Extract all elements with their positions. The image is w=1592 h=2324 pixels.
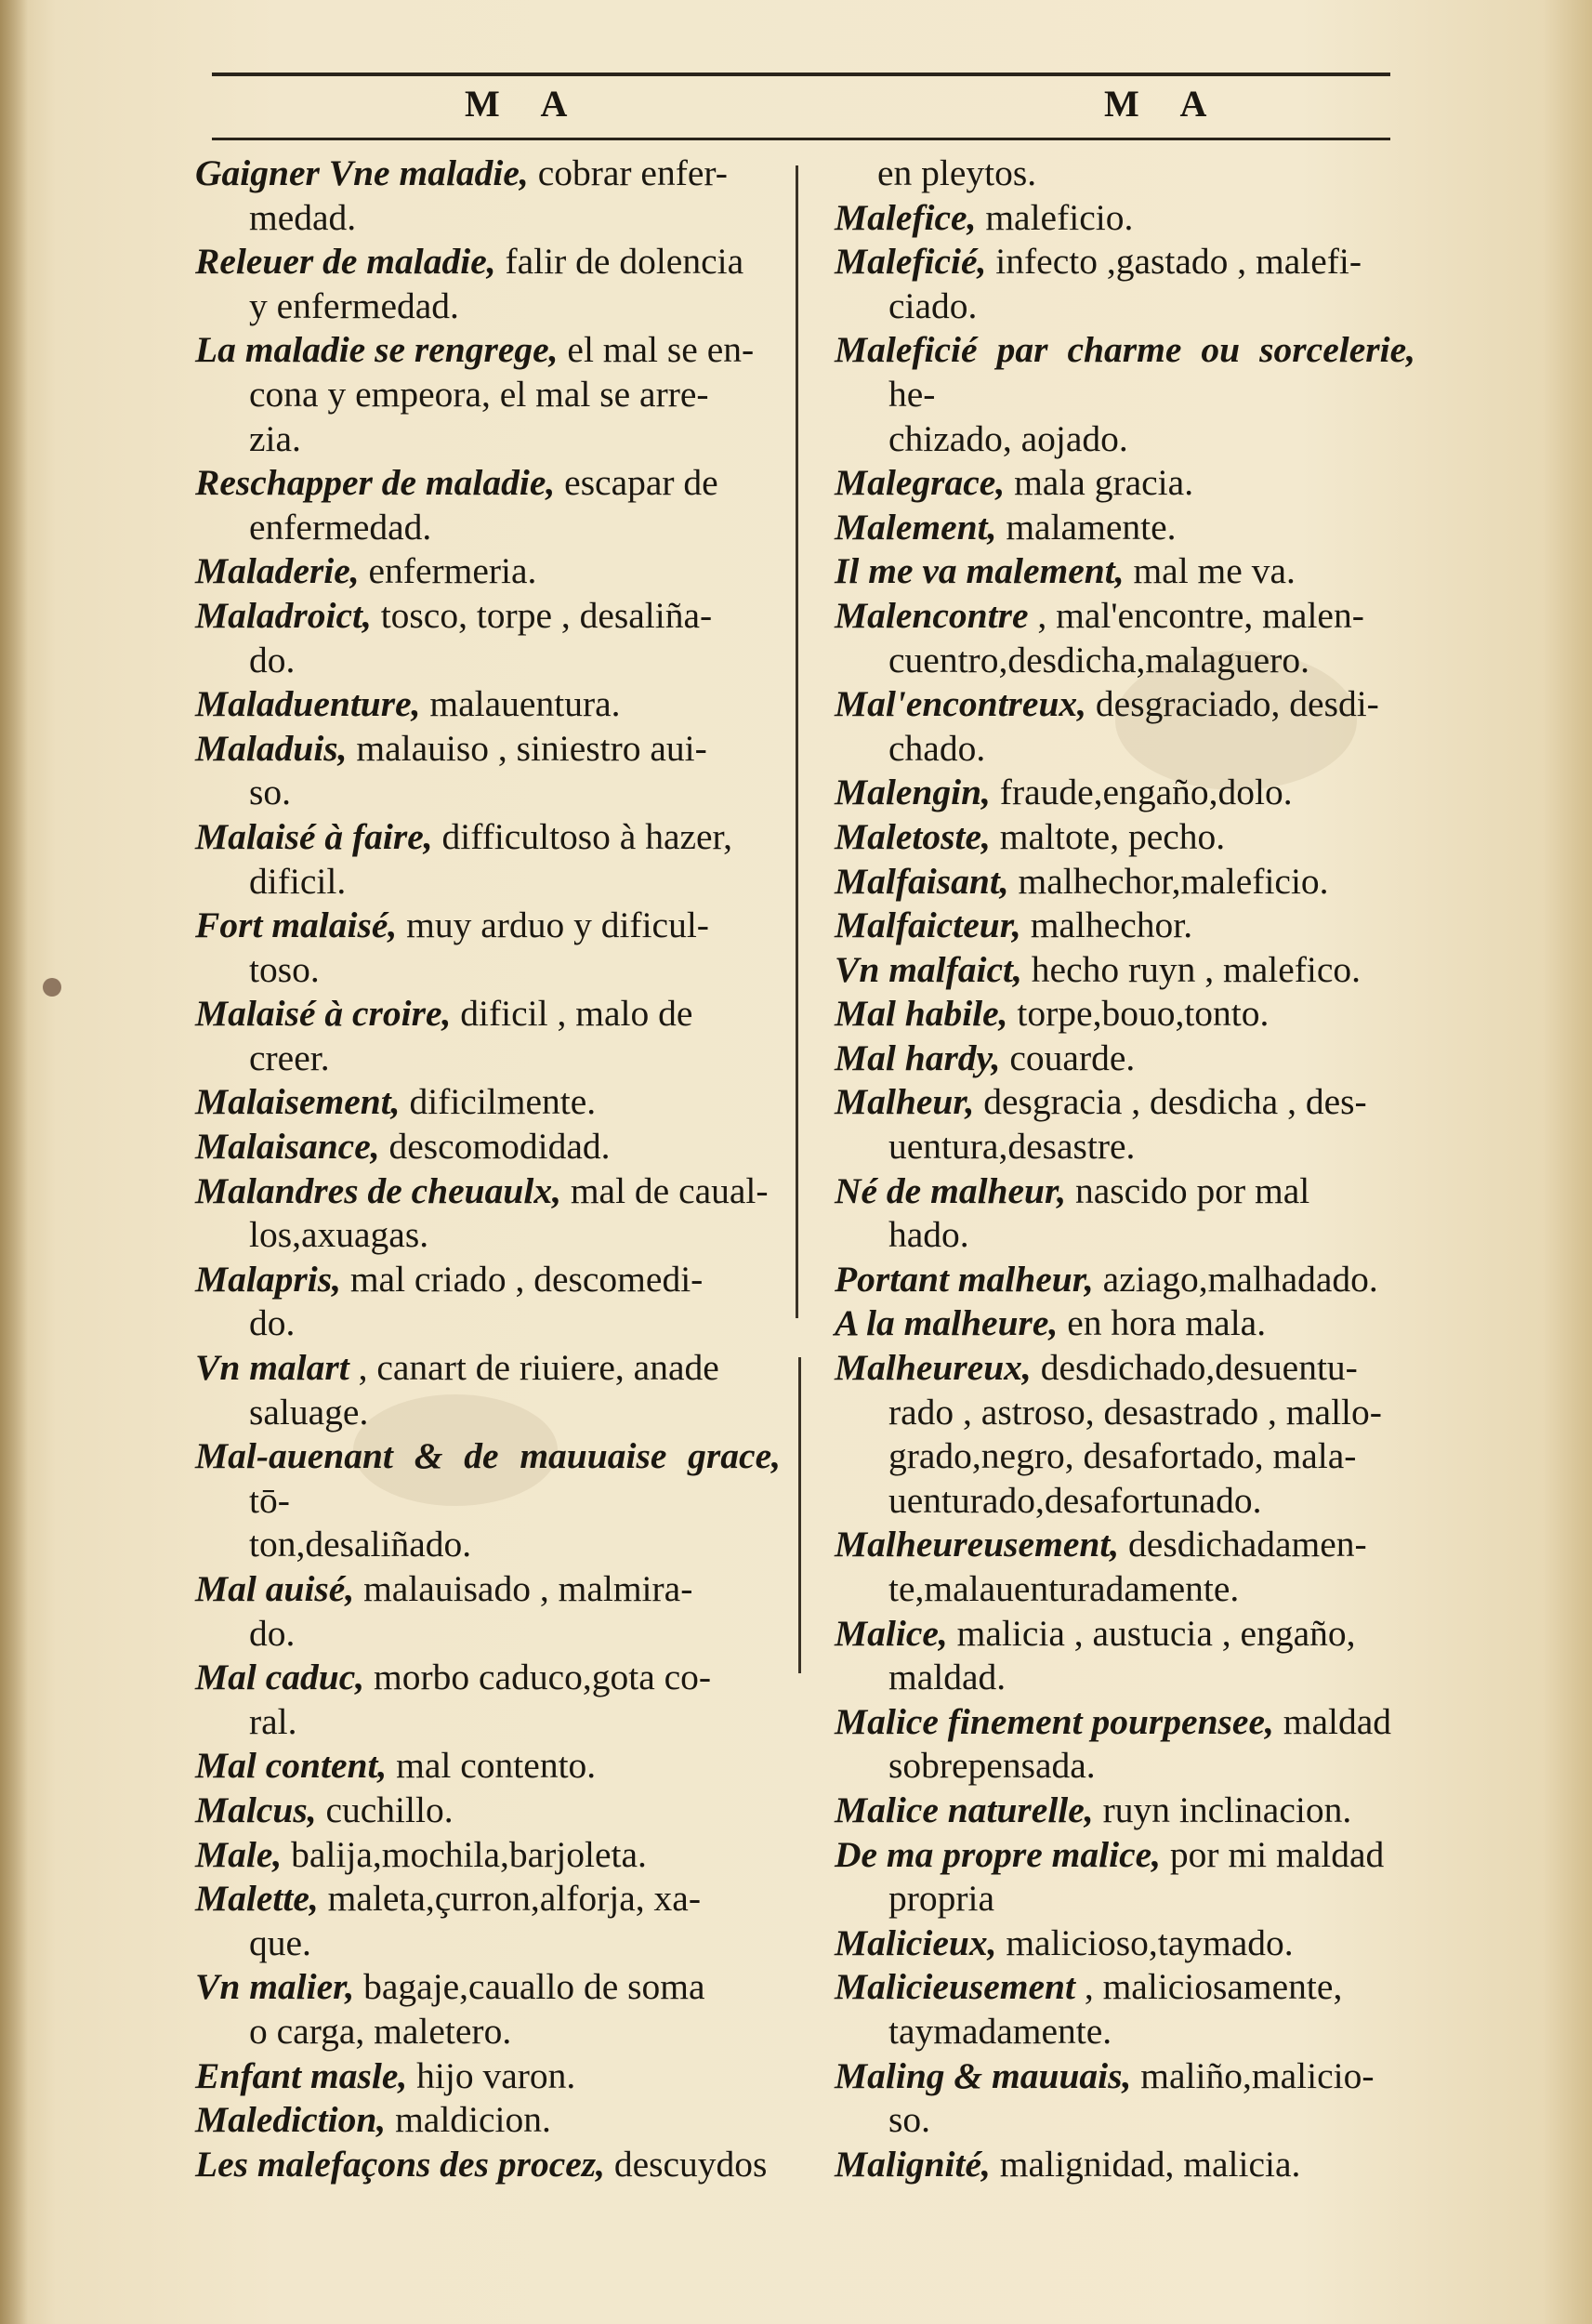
entry-headword: Malice, <box>835 1612 948 1654</box>
entry-definition: malhechor,maleficio. <box>1018 860 1329 902</box>
entry-definition: fraude,engaño,dolo. <box>999 772 1293 813</box>
entry-continuation: uentura,desastre. <box>888 1126 1136 1168</box>
entry-continuation: propria <box>888 1878 995 1920</box>
entry-headword: Gaigner Vne maladie, <box>195 152 529 193</box>
entry-definition: bagaje,cauallo de soma <box>363 1966 705 2008</box>
entry-headword: Reschapper de maladie, <box>195 462 556 504</box>
entry-headword: Maleficié, <box>835 241 987 283</box>
entry-continuation: o carga, maletero. <box>249 2010 512 2052</box>
entry-headword: Maleficié par charme ou sorcelerie, <box>835 329 1415 371</box>
dictionary-entry <box>195 328 781 461</box>
entry-continuation: sobrepensada. <box>888 1745 1096 1787</box>
dictionary-entry <box>195 1656 781 1744</box>
dictionary-entry <box>835 2054 1415 2143</box>
entry-headword: Malette, <box>195 1878 319 1920</box>
entry-headword: Malignité, <box>835 2143 991 2185</box>
dictionary-entry <box>195 1744 781 1789</box>
entry-definition: malignidad, malicia. <box>999 2143 1301 2185</box>
entry-definition: mal me va. <box>1133 550 1296 592</box>
dictionary-entry <box>195 727 781 815</box>
column-divider <box>796 165 798 1318</box>
entry-headword: Mal-auenant & de mauuaise grace, <box>195 1435 781 1477</box>
dictionary-entry <box>835 904 1415 948</box>
dictionary-entry <box>835 1080 1415 1169</box>
entry-headword: Mal'encontreux, <box>835 683 1087 725</box>
dictionary-entry <box>195 2054 781 2099</box>
entry-headword: Malaisance, <box>195 1126 380 1168</box>
entry-headword: Vn malart <box>195 1347 349 1389</box>
entry-definition: aziago,malhadado. <box>1102 1258 1378 1300</box>
entry-headword: Mal caduc, <box>195 1657 365 1698</box>
entry-definition: torpe,bouo,tonto. <box>1017 993 1270 1035</box>
dictionary-entry <box>195 2098 781 2143</box>
entry-continuation: creer. <box>249 1037 330 1078</box>
entry-definition: he- <box>888 373 936 415</box>
dictionary-entry <box>195 2143 781 2187</box>
entry-definition: maldad <box>1283 1700 1392 1742</box>
running-head-left: M A <box>465 83 585 125</box>
left-column <box>195 152 781 2186</box>
dictionary-entry <box>835 196 1415 241</box>
entry-definition: , mal'encontre, malen- <box>1037 594 1364 636</box>
entry-definition: balija,mochila,barjoleta. <box>291 1833 647 1875</box>
entry-continuation: so. <box>888 2099 930 2141</box>
entry-headword: Il me va malement, <box>835 550 1125 592</box>
entry-continuation: maldad. <box>888 1657 1007 1698</box>
entry-headword: Malfaisant, <box>835 860 1009 902</box>
entry-definition: en pleytos. <box>877 152 1037 193</box>
entry-definition: dificilmente. <box>409 1081 597 1123</box>
entry-continuation: los,axuagas. <box>249 1214 429 1256</box>
dictionary-entry <box>835 152 1415 196</box>
dictionary-entry <box>195 549 781 594</box>
entry-headword: Mal hardy, <box>835 1037 1001 1078</box>
entry-definition: malicioso,taymado. <box>1006 1921 1294 1963</box>
dictionary-entry <box>835 594 1415 682</box>
entry-definition: desdichado,desuentu- <box>1040 1347 1358 1389</box>
dictionary-entry <box>195 1258 781 1346</box>
entry-definition: tosco, torpe , desaliña- <box>380 594 713 636</box>
dictionary-entry <box>835 1833 1415 1921</box>
dictionary-entry <box>835 1789 1415 1833</box>
entry-headword: Malaisé à faire, <box>195 815 433 857</box>
entry-continuation: do. <box>249 1612 296 1654</box>
column-divider-lower <box>798 1357 801 1673</box>
entry-continuation: so. <box>249 772 291 813</box>
entry-definition: maleficio. <box>985 196 1134 238</box>
entry-continuation: y enfermedad. <box>249 284 459 326</box>
entry-headword: Maladerie, <box>195 550 360 592</box>
entry-definition: desgraciado, desdi- <box>1095 683 1379 725</box>
entry-headword: Malice naturelle, <box>835 1789 1094 1830</box>
entry-continuation: ciado. <box>888 284 978 326</box>
entry-continuation: uenturado,desafortunado. <box>888 1479 1262 1521</box>
entry-definition: nascido por mal <box>1074 1169 1310 1211</box>
entry-definition: descomodidad. <box>388 1126 611 1168</box>
entry-headword: De ma propre malice, <box>835 1833 1162 1875</box>
entry-headword: Les malefaçons des procez, <box>195 2143 605 2185</box>
dictionary-entry <box>195 904 781 992</box>
entry-continuation: saluage. <box>249 1391 369 1433</box>
dictionary-entry <box>195 682 781 727</box>
entry-headword: Malapris, <box>195 1258 341 1300</box>
entry-headword: Malefice, <box>835 196 977 238</box>
entry-definition: infecto ,gastado , malefi- <box>995 241 1362 283</box>
entry-definition: falir de dolencia <box>505 241 744 283</box>
entry-headword: Malegrace, <box>835 462 1006 504</box>
entry-definition: mal contento. <box>396 1745 597 1787</box>
entry-headword: Vn malfaict, <box>835 948 1022 990</box>
entry-headword: Malement, <box>835 506 997 548</box>
entry-headword: Malicieux, <box>835 1921 997 1963</box>
entry-continuation: zia. <box>249 417 301 459</box>
entry-definition: mal criado , descomedi- <box>349 1258 704 1300</box>
entry-definition: el mal se en- <box>567 329 755 371</box>
dictionary-entry <box>835 1921 1415 1966</box>
entry-definition: desgracia , desdicha , des- <box>983 1081 1367 1123</box>
dictionary-entry <box>835 1700 1415 1789</box>
running-head-right: M A <box>1104 83 1224 125</box>
dictionary-entry <box>835 506 1415 550</box>
entry-definition: ruyn inclinacion. <box>1102 1789 1352 1830</box>
dictionary-entry <box>835 1258 1415 1302</box>
dictionary-entry <box>195 1789 781 1833</box>
entry-headword: Maladuis, <box>195 727 348 769</box>
dictionary-entry <box>195 594 781 682</box>
dictionary-entry <box>195 1833 781 1878</box>
dictionary-entry <box>835 1965 1415 2053</box>
dictionary-entry <box>835 815 1415 860</box>
entry-definition: , canart de riuiere, anade <box>358 1347 719 1389</box>
entry-definition: muy arduo y dificul- <box>406 905 709 946</box>
dictionary-entry <box>835 1346 1415 1523</box>
entry-definition: malauisado , malmira- <box>363 1568 693 1609</box>
right-column <box>835 152 1415 2186</box>
entry-headword: Malcus, <box>195 1789 317 1830</box>
dictionary-entry <box>835 2143 1415 2187</box>
dictionary-entry <box>835 461 1415 506</box>
entry-definition: malicia , austucia , engaño, <box>956 1612 1356 1654</box>
entry-definition: difficultoso à hazer, <box>441 815 732 857</box>
entry-continuation: medad. <box>249 196 357 238</box>
dictionary-entry <box>835 1612 1415 1700</box>
dictionary-entry <box>835 240 1415 328</box>
entry-continuation: te,malauenturadamente. <box>888 1568 1240 1609</box>
dictionary-entry <box>195 1434 781 1567</box>
entry-continuation: ral. <box>249 1700 297 1742</box>
header-rule-lower <box>212 138 1390 140</box>
dictionary-entry <box>195 240 781 328</box>
entry-headword: Releuer de maladie, <box>195 241 496 283</box>
entry-headword: Maletoste, <box>835 815 991 857</box>
dictionary-entry <box>195 1080 781 1125</box>
entry-headword: Maling & mauuais, <box>835 2054 1132 2096</box>
entry-continuation: taymadamente. <box>888 2010 1112 2052</box>
entry-headword: Fort malaisé, <box>195 905 398 946</box>
entry-headword: Maladroict, <box>195 594 372 636</box>
dictionary-entry <box>195 992 781 1080</box>
entry-headword: Malheureusement, <box>835 1524 1120 1565</box>
dictionary-entry <box>835 682 1415 771</box>
dictionary-entry <box>835 948 1415 993</box>
entry-definition: tō- <box>249 1479 290 1521</box>
entry-continuation: do. <box>249 1302 296 1344</box>
entry-definition: por mi maldad <box>1169 1833 1385 1875</box>
entry-continuation: que. <box>249 1921 311 1963</box>
entry-headword: Malencontre <box>835 594 1029 636</box>
entry-continuation: cuentro,desdicha,malaguero. <box>888 639 1309 680</box>
entry-definition: en hora mala. <box>1067 1302 1267 1344</box>
entry-definition: cuchillo. <box>325 1789 454 1830</box>
entry-headword: Malengin, <box>835 772 991 813</box>
entry-continuation: toso. <box>249 948 320 990</box>
dictionary-entry <box>195 1965 781 2053</box>
entry-headword: Portant malheur, <box>835 1258 1094 1300</box>
entry-continuation: hado. <box>888 1214 969 1256</box>
entry-headword: A la malheure, <box>835 1302 1059 1344</box>
dictionary-entry <box>835 860 1415 905</box>
entry-headword: Malaisement, <box>195 1081 401 1123</box>
entry-definition: dificil , malo de <box>460 993 693 1035</box>
entry-headword: Malaisé à croire, <box>195 993 452 1035</box>
dictionary-entry <box>835 771 1415 815</box>
gutter-shadow <box>0 0 28 2324</box>
entry-headword: Enfant masle, <box>195 2054 408 2096</box>
dictionary-entry <box>835 1301 1415 1346</box>
dictionary-entry <box>835 1169 1415 1258</box>
entry-definition: maltote, pecho. <box>999 815 1226 857</box>
dictionary-entry <box>835 1523 1415 1611</box>
entry-definition: mala gracia. <box>1014 462 1194 504</box>
entry-continuation: ton,desaliñado. <box>249 1524 472 1565</box>
entry-continuation: cona y empeora, el mal se arre- <box>249 373 709 415</box>
entry-definition: malamente. <box>1006 506 1177 548</box>
entry-headword: Malandres de cheuaulx, <box>195 1169 561 1211</box>
entry-definition: mal de caual- <box>570 1169 769 1211</box>
entry-definition: maleta,çurron,alforja, xa- <box>327 1878 701 1920</box>
dictionary-entry <box>195 815 781 904</box>
dictionary-entry <box>195 152 781 240</box>
dictionary-entry <box>195 1877 781 1965</box>
dictionary-entry <box>195 1169 781 1258</box>
entry-headword: Mal habile, <box>835 993 1008 1035</box>
entry-headword: Male, <box>195 1833 283 1875</box>
dictionary-entry <box>835 549 1415 594</box>
entry-headword: Malicieusement <box>835 1966 1075 2008</box>
entry-definition: couarde. <box>1009 1037 1136 1078</box>
entry-definition: morbo caduco,gota co- <box>374 1657 712 1698</box>
entry-headword: Malheur, <box>835 1081 975 1123</box>
entry-continuation: grado,negro, desafortado, mala- <box>888 1435 1357 1477</box>
dictionary-entry <box>195 1125 781 1169</box>
entry-headword: Né de malheur, <box>835 1169 1067 1211</box>
entry-headword: Malice finement pourpensee, <box>835 1700 1274 1742</box>
entry-headword: Vn malier, <box>195 1966 355 2008</box>
entry-definition: , maliciosamente, <box>1084 1966 1343 2008</box>
entry-headword: La maladie se rengrege, <box>195 329 559 371</box>
entry-definition: malauiso , siniestro aui- <box>356 727 707 769</box>
entry-headword: Malediction, <box>195 2099 387 2141</box>
dictionary-entry <box>195 1346 781 1434</box>
entry-definition: cobrar enfer- <box>537 152 728 193</box>
entry-definition: malauentura. <box>429 683 621 725</box>
entry-continuation: rado , astroso, desastrado , mallo- <box>888 1391 1382 1433</box>
entry-definition: desdichadamen- <box>1128 1524 1367 1565</box>
entry-continuation: do. <box>249 639 296 680</box>
entry-headword: Mal content, <box>195 1745 388 1787</box>
entry-headword: Malfaicteur, <box>835 905 1021 946</box>
dictionary-entry <box>195 1567 781 1656</box>
margin-ink-dot <box>43 978 61 997</box>
entry-definition: maldicion. <box>395 2099 551 2141</box>
entry-definition: escapar de <box>564 462 718 504</box>
dictionary-entry <box>835 328 1415 461</box>
header-rule <box>212 73 1390 76</box>
dictionary-entry <box>195 461 781 549</box>
dictionary-entry <box>835 1037 1415 1081</box>
entry-continuation: chado. <box>888 727 986 769</box>
entry-continuation: chizado, aojado. <box>888 417 1128 459</box>
entry-definition: enfermeria. <box>368 550 537 592</box>
dictionary-entry <box>835 992 1415 1037</box>
entry-headword: Malheureux, <box>835 1347 1032 1389</box>
entry-continuation: dificil. <box>249 860 347 902</box>
entry-headword: Maladuenture, <box>195 683 421 725</box>
entry-headword: Mal auisé, <box>195 1568 355 1609</box>
entry-definition: hecho ruyn , malefico. <box>1031 948 1362 990</box>
entry-continuation: enfermedad. <box>249 506 432 548</box>
entry-definition: hijo varon. <box>416 2054 576 2096</box>
entry-definition: descuydos <box>613 2143 768 2185</box>
entry-definition: malhechor. <box>1030 905 1193 946</box>
entry-definition: maliño,malicio- <box>1140 2054 1375 2096</box>
